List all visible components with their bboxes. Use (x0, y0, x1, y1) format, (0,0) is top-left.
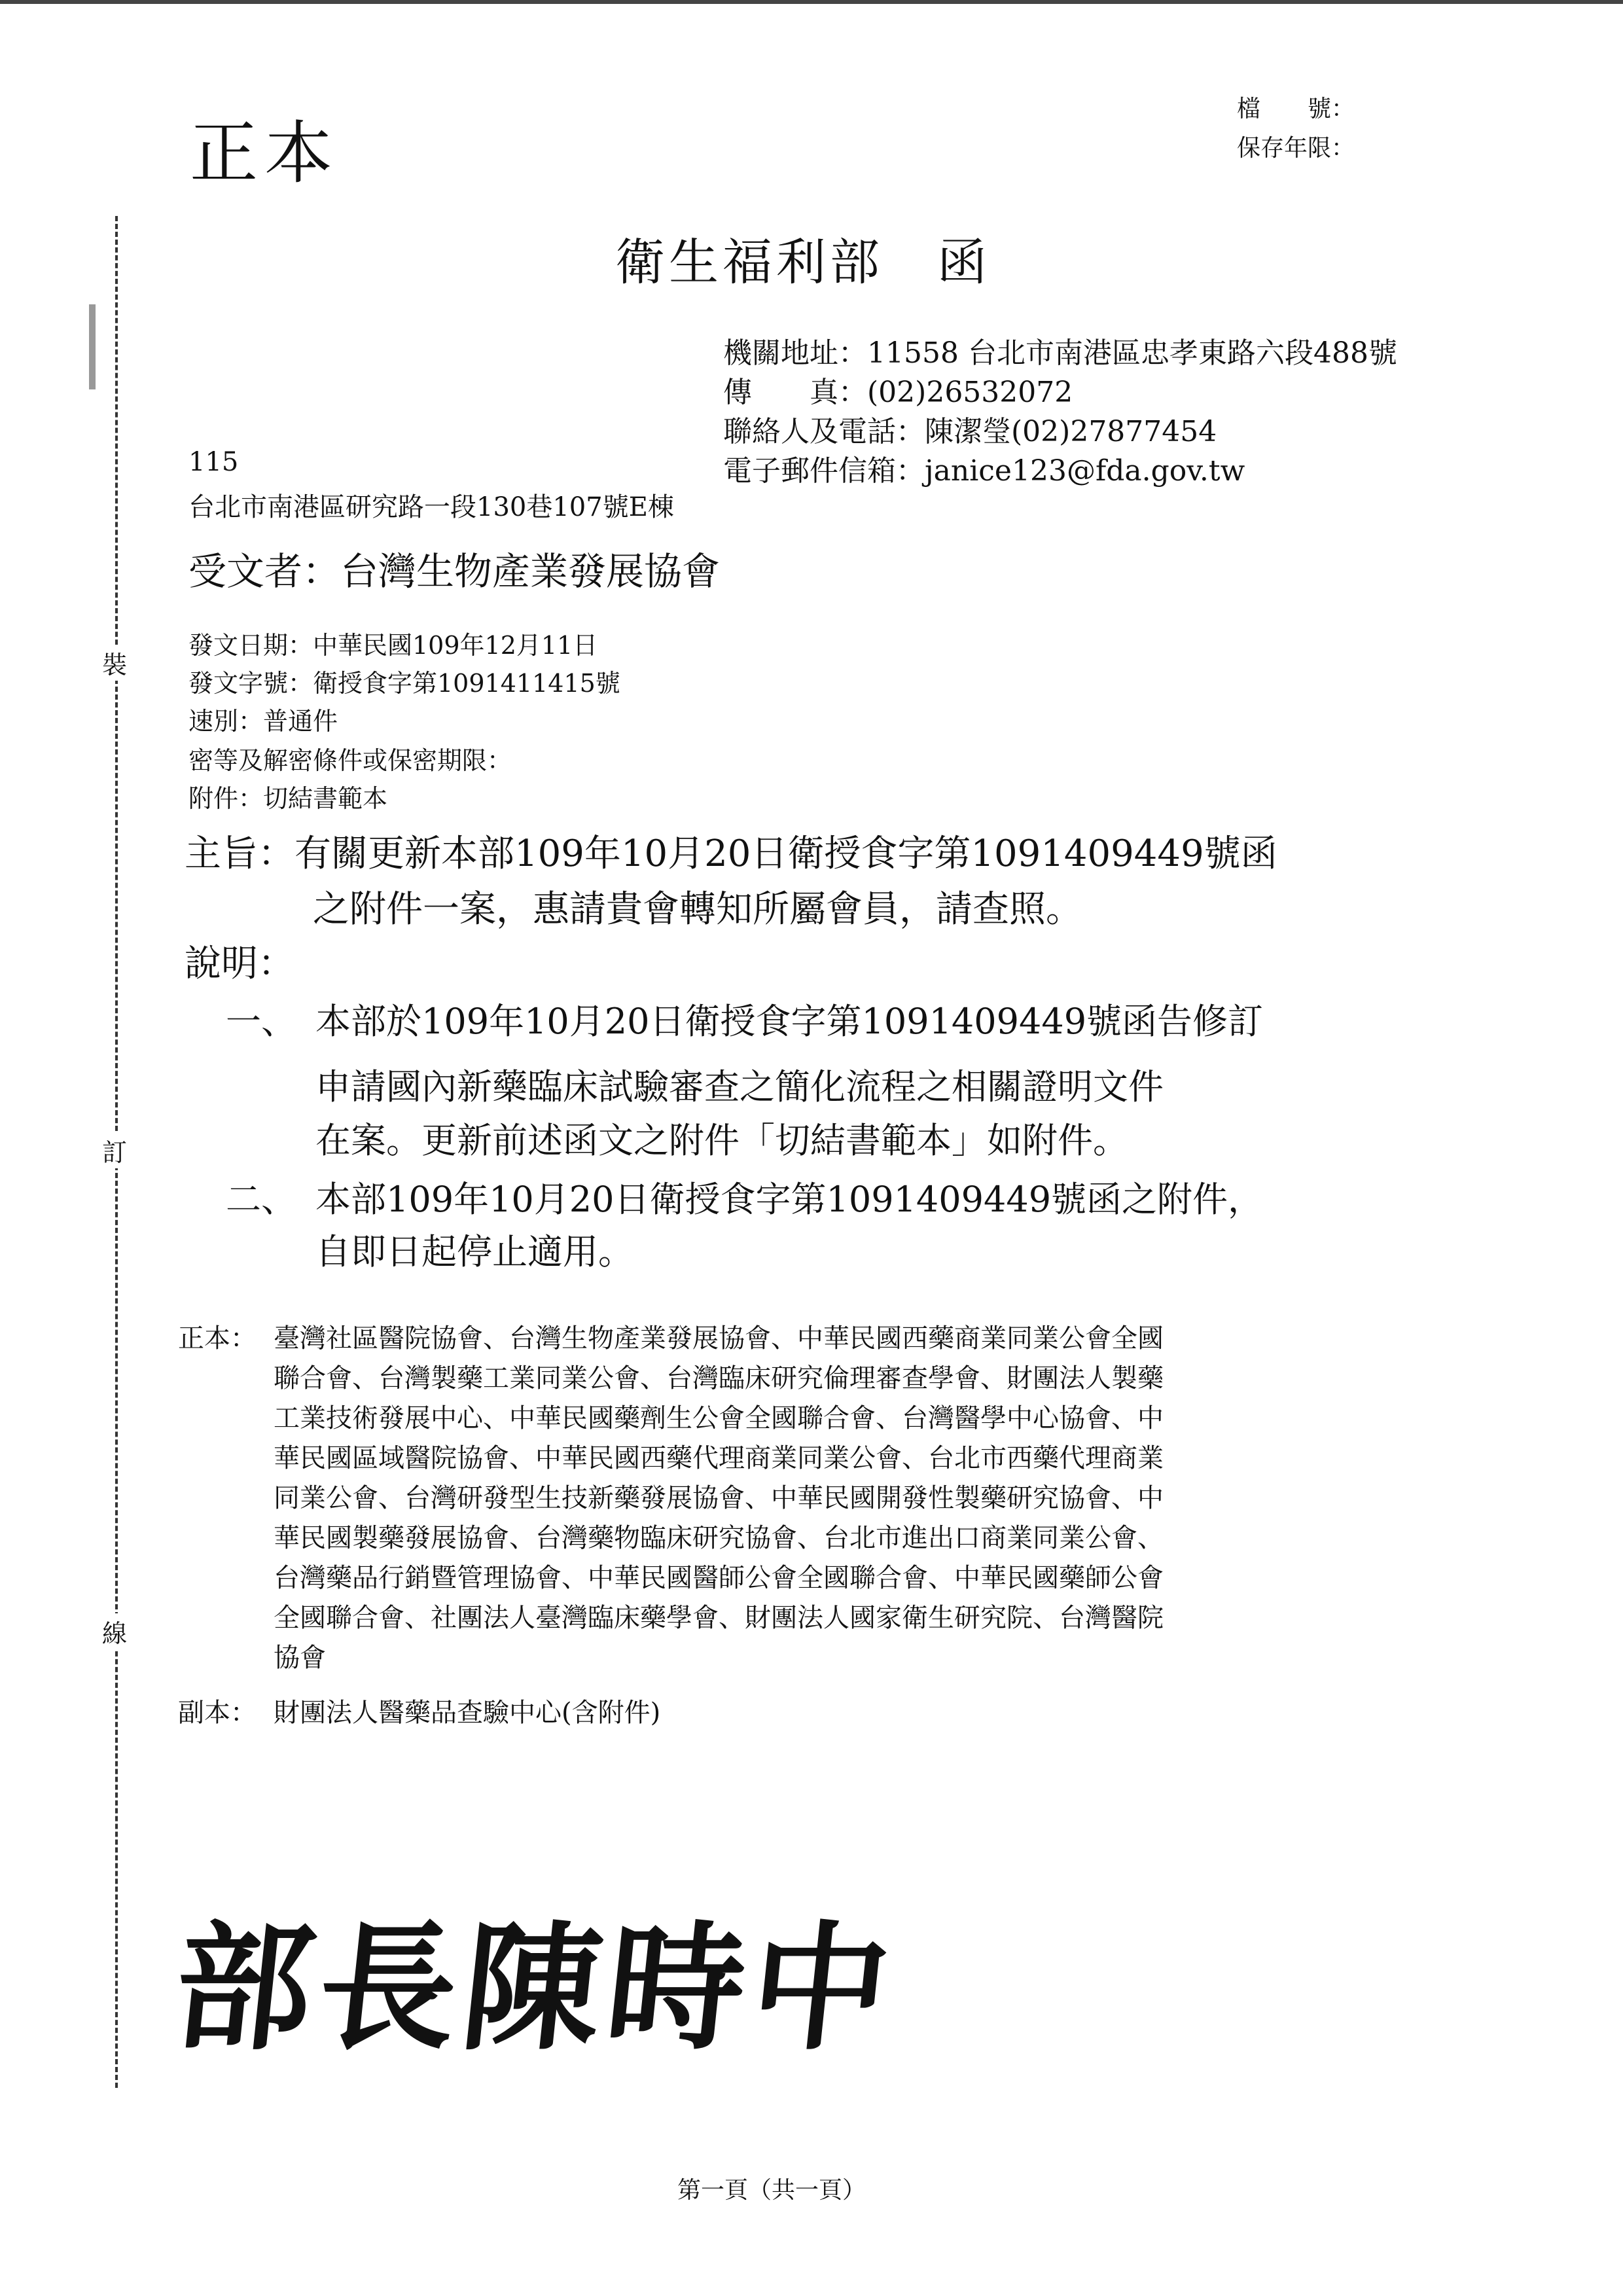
recipient-street-address: 台北市南港區研究路一段130巷107號E棟 (188, 492, 674, 522)
original-stamp: 正本 (190, 113, 340, 193)
item-1-line-1: 本部於109年10月20日衛授食字第1091409449號函告修訂 (315, 1001, 1264, 1042)
item-1-number: 一、 (226, 1001, 296, 1042)
original-recipients-line: 協會 (274, 1643, 326, 1673)
sender-email: 電子郵件信箱：janice123@fda.gov.tw (723, 454, 1245, 488)
original-recipients (274, 1319, 1164, 1678)
scan-mark (89, 304, 96, 389)
binding-char: 訂 (95, 1132, 134, 1168)
issue-number: 發文字號：衛授食字第1091411415號 (188, 669, 620, 698)
document-title: 衛生福利部 函 (615, 233, 991, 291)
secrecy-level: 密等及解密條件或保密期限： (188, 746, 512, 775)
original-recipients-line: 臺灣社區醫院協會、台灣生物產業發展協會、中華民國西藥商業同業公會全國 (274, 1323, 1164, 1354)
page-number-footer: 第一頁（共一頁） (677, 2177, 866, 2204)
issue-date: 發文日期：中華民國109年12月11日 (188, 631, 598, 660)
original-recipients-line: 華民國區域醫院協會、中華民國西藥代理商業同業公會、台北市西藥代理商業 (274, 1443, 1164, 1473)
original-recipients-line: 全國聯合會、社團法人臺灣臨床藥學會、財團法人國家衛生研究院、台灣醫院 (274, 1603, 1164, 1633)
binding-char: 線 (95, 1613, 134, 1649)
item-1-line-3: 在案。更新前述函文之附件「切結書範本」如附件。 (315, 1120, 1128, 1161)
archive-number-label: 檔 號： (1237, 96, 1355, 122)
delivery-speed: 速別：普通件 (188, 707, 338, 736)
sender-contact: 聯絡人及電話：陳潔瑩(02)27877454 (723, 415, 1217, 448)
recipient: 受文者：台灣生物產業發展協會 (188, 549, 721, 594)
original-recipients-label: 正本： (178, 1323, 257, 1354)
original-recipients-line: 同業公會、台灣研發型生技新藥發展協會、中華民國開發性製藥研究協會、中 (274, 1483, 1164, 1513)
retention-period-label: 保存年限： (1237, 135, 1355, 162)
original-recipients-line: 聯合會、台灣製藥工業同業公會、台灣臨床研究倫理審查學會、財團法人製藥 (274, 1363, 1164, 1393)
copy-recipients: 財團法人醫藥品查驗中心(含附件) (274, 1698, 661, 1728)
original-recipients-line: 台灣藥品行銷暨管理協會、中華民國醫師公會全國聯合會、中華民國藥師公會 (274, 1563, 1164, 1593)
sender-fax: 傳 真：(02)26532072 (723, 376, 1073, 409)
copy-recipients-label: 副本： (178, 1698, 257, 1728)
scan-top-edge (0, 0, 1623, 4)
original-recipients-line: 華民國製藥發展協會、台灣藥物臨床研究協會、台北市進出口商業同業公會、 (274, 1523, 1164, 1553)
item-2-line-2: 自即日起停止適用。 (315, 1231, 633, 1272)
original-recipients-line: 工業技術發展中心、中華民國藥劑生公會全國聯合會、台灣醫學中心協會、中 (274, 1403, 1164, 1433)
item-1-line-2: 申請國內新藥臨床試驗審查之簡化流程之相關證明文件 (315, 1066, 1164, 1107)
subject-line-1: 主旨：有關更新本部109年10月20日衛授食字第1091409449號函 (185, 833, 1277, 875)
binding-char: 裝 (95, 645, 134, 681)
item-2-line-1: 本部109年10月20日衛授食字第1091409449號函之附件， (315, 1179, 1264, 1220)
minister-signature: 部長陳時中 (167, 1907, 904, 2069)
subject-line-2: 之附件一案，惠請貴會轉知所屬會員，請查照。 (313, 888, 1082, 931)
item-2-number: 二、 (226, 1179, 296, 1220)
recipient-postal-code: 115 (188, 447, 239, 477)
explanation-label: 說明： (185, 942, 294, 985)
attachment: 附件：切結書範本 (188, 784, 388, 813)
sender-address: 機關地址：11558 台北市南港區忠孝東路六段488號 (723, 336, 1397, 370)
